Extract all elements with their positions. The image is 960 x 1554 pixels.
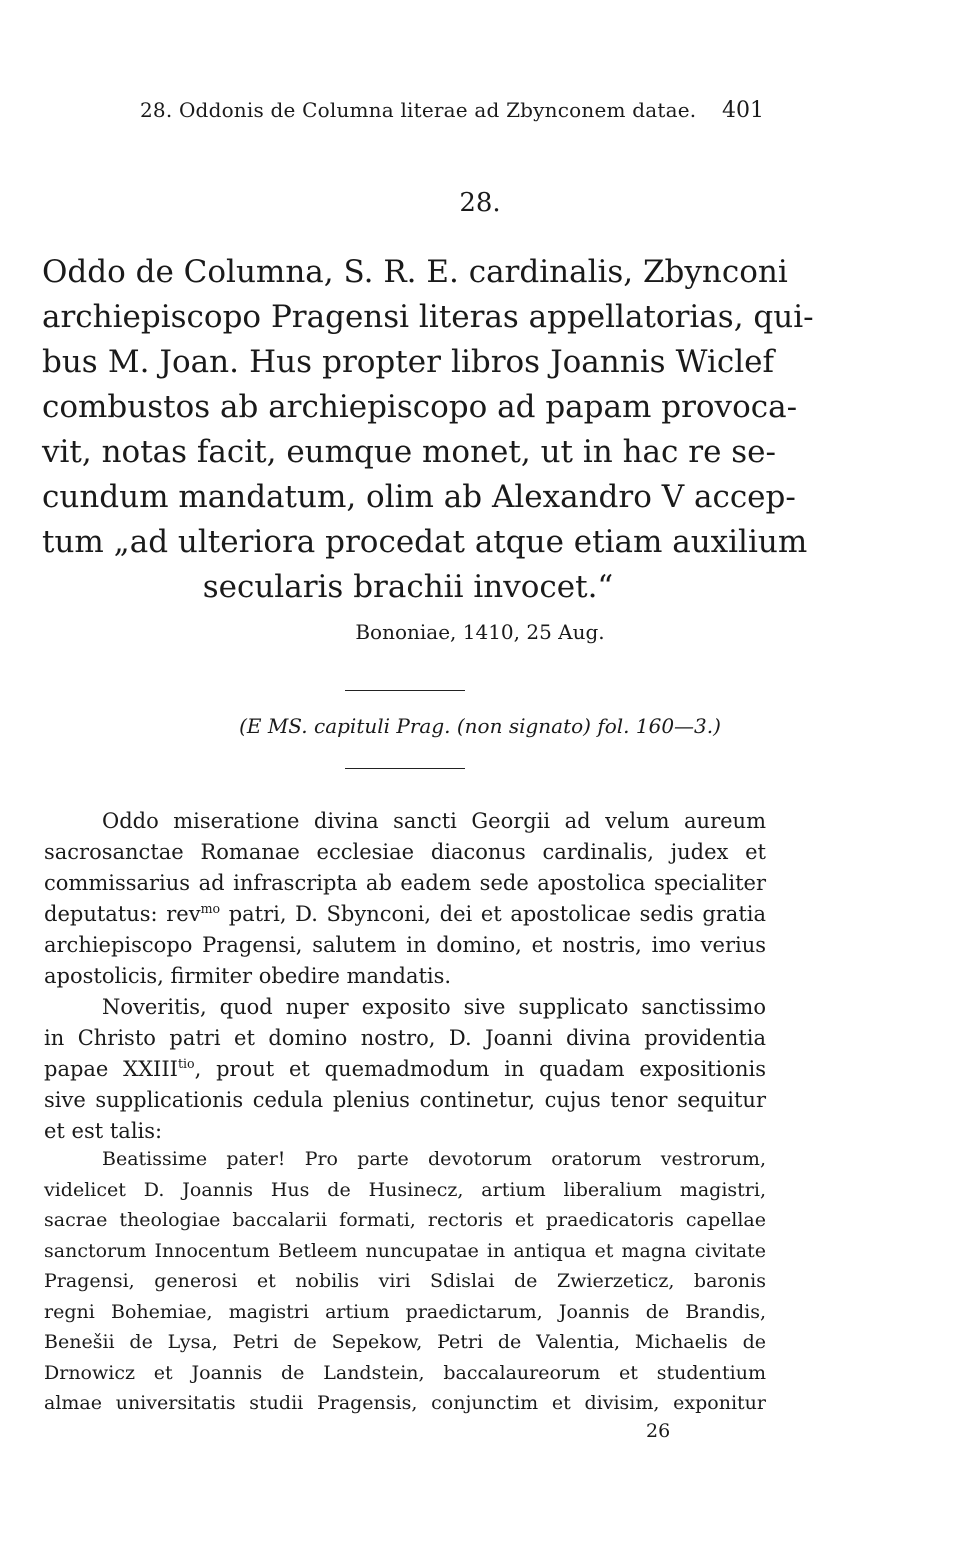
superscript: mo [200, 901, 221, 916]
source-citation: (E MS. capituli Prag. (non signato) fol. 160—3.) [239, 714, 721, 738]
body-text: deputatus: rev [44, 902, 201, 926]
document-summary [42, 250, 814, 610]
body-line: in Christo patri et domino nostro, D. Joanni divina providentia [44, 1026, 766, 1050]
petition-line: sacrae theologiae baccalarii formati, rectoris et praedicatoris capellae [44, 1209, 766, 1231]
body-line [44, 899, 766, 930]
petition-line: Benešii de Lysa, Petri de Sepekow, Petri de Valentia, Michaelis de [44, 1331, 766, 1353]
summary-line: combustos ab archiepiscopo ad papam provoca- [42, 389, 798, 425]
summary-line: cundum mandatum, olim ab Alexandro V accep- [42, 479, 796, 515]
summary-line: tum „ad ulteriora procedat atque etiam auxilium [42, 524, 808, 560]
superscript: tio [177, 1056, 195, 1071]
running-header-title: 28. Oddonis de Columna literae ad Zbynconem datae. [140, 98, 697, 122]
divider-rule [345, 768, 465, 769]
document-number: 28. [459, 188, 501, 218]
body-line: Noveritis, quod nuper exposito sive supplicato sanctissimo [102, 995, 766, 1019]
body-line: apostolicis, firmiter obedire mandatis. [44, 964, 452, 988]
petition-line: videlicet D. Joannis Hus de Husinecz, artium liberalium magistri, [44, 1178, 766, 1201]
body-text: , prout et quemadmodum in quadam expositionis [194, 1057, 766, 1081]
body-text: papae XXIII [44, 1057, 178, 1081]
summary-line: bus M. Joan. Hus propter libros Joannis Wiclef [42, 344, 774, 380]
petition-line: Drnowicz et Joannis de Landstein, baccalaureorum et studentium [44, 1361, 766, 1384]
body-line: sacrosanctae Romanae ecclesiae diaconus cardinalis, judex et [44, 840, 766, 864]
summary-line: vit, notas facit, eumque monet, ut in hac re se- [42, 434, 776, 470]
petition-line: sanctorum Innocentum Betleem nuncupatae in antiqua et magna civitate [44, 1239, 766, 1262]
petition-line: Pragensi, generosi et nobilis viri Sdislai de Zwierzeticz, baronis [44, 1270, 766, 1292]
body-line: commissarius ad infrascripta ab eadem sede apostolica specialiter [44, 871, 766, 895]
summary-line: Oddo de Columna, S. R. E. cardinalis, Zbynconi [42, 254, 788, 290]
petition-line: Beatissime pater! Pro parte devotorum oratorum vestrorum, [102, 1148, 766, 1170]
page-number: 401 [722, 98, 764, 123]
petition-line: regni Bohemiae, magistri artium praedictarum, Joannis de Brandis, [44, 1300, 766, 1323]
body-line: sive supplicationis cedula plenius continetur, cujus tenor sequitur [44, 1088, 766, 1112]
summary-line: secularis brachii invocet.“ [202, 569, 614, 605]
body-text: patri, D. Sbynconi, dei et apostolicae sedis gratia [220, 902, 766, 926]
body-line: archiepiscopo Pragensi, salutem in domino, et nostris, imo verius [44, 933, 766, 957]
petition-text [44, 1144, 766, 1419]
place-and-date: Bononiae, 1410, 25 Aug. [355, 620, 605, 644]
body-line: et est talis: [44, 1119, 163, 1143]
body-line [44, 1054, 766, 1085]
petition-line: almae universitatis studii Pragensis, conjunctim et divisim, exponitur [44, 1392, 766, 1414]
summary-line: archiepiscopo Pragensi literas appellatorias, qui- [42, 299, 814, 335]
signature-mark: 26 [646, 1420, 671, 1442]
letter-body [44, 806, 766, 1147]
body-line: Oddo miseratione divina sancti Georgii ad velum aureum [102, 809, 766, 833]
divider-rule [345, 690, 465, 691]
